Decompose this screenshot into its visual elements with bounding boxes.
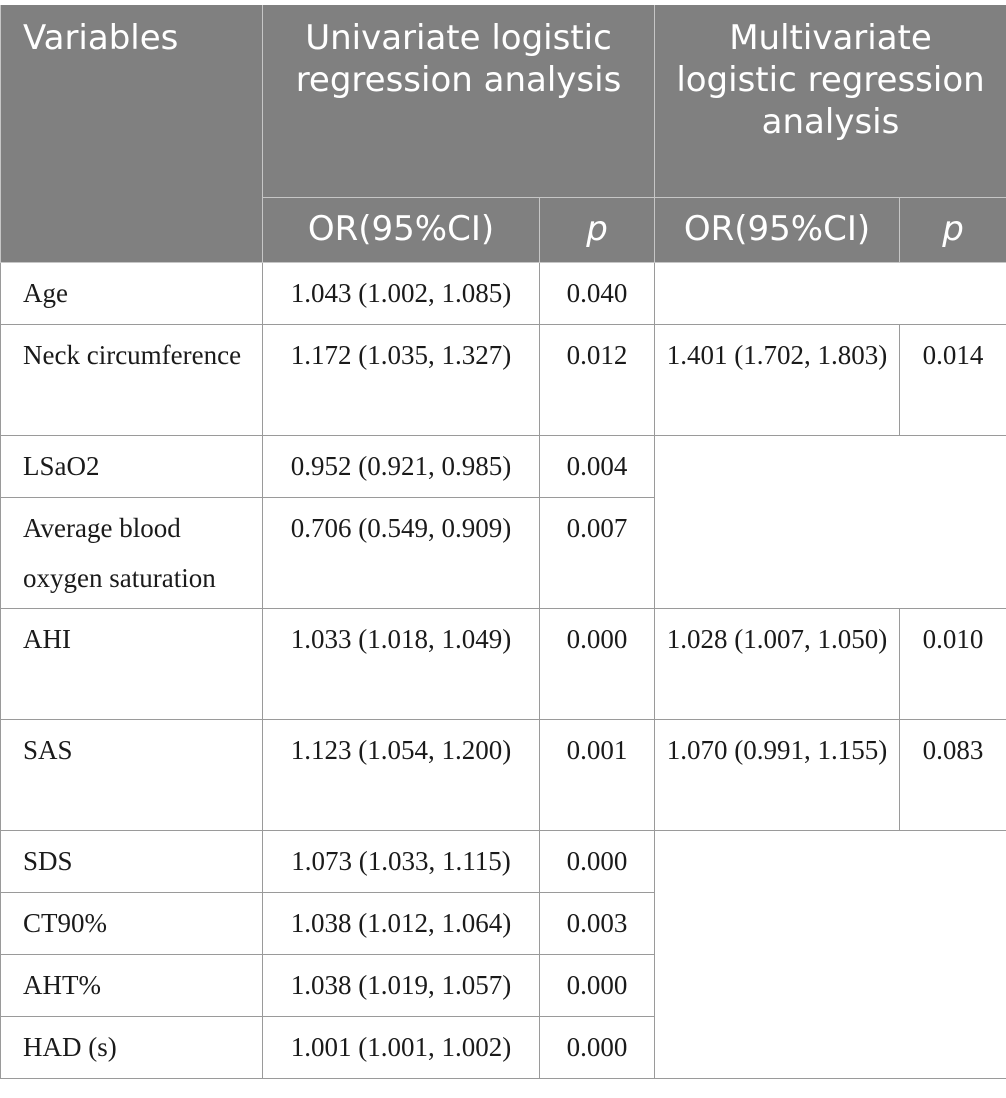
univariate-or-cell: 0.952 (0.921, 0.985) (263, 436, 540, 498)
univariate-or-cell: 1.073 (1.033, 1.115) (263, 831, 540, 893)
multivariate-or-cell: 1.070 (0.991, 1.155) (655, 720, 900, 831)
header-univariate: Univariate logistic regression analysis (263, 5, 655, 198)
table-row (1, 720, 1006, 831)
univariate-p-cell: 0.004 (540, 436, 655, 498)
multivariate-empty-cell (655, 831, 1006, 1079)
univariate-or-cell: 1.123 (1.054, 1.200) (263, 720, 540, 831)
table-row (1, 263, 1006, 325)
multivariate-empty-cell (655, 436, 1006, 609)
variable-cell: Age (1, 263, 263, 325)
header-multivariate: Multivariate logistic regression analysis (655, 5, 1006, 198)
univariate-p-cell: 0.000 (540, 609, 655, 720)
variable-cell: LSaO2 (1, 436, 263, 498)
univariate-p-cell: 0.000 (540, 1017, 655, 1079)
variable-cell: CT90% (1, 893, 263, 955)
univariate-p-cell: 0.003 (540, 893, 655, 955)
table-header (1, 5, 1006, 263)
univariate-p-cell: 0.040 (540, 263, 655, 325)
univariate-p-cell: 0.012 (540, 325, 655, 436)
variable-cell: AHI (1, 609, 263, 720)
univariate-or-cell: 1.043 (1.002, 1.085) (263, 263, 540, 325)
multivariate-or-cell: 1.028 (1.007, 1.050) (655, 609, 900, 720)
header-p-univariate: p (540, 198, 655, 263)
regression-table (0, 5, 1006, 1079)
variable-cell: HAD (s) (1, 1017, 263, 1079)
header-or-ci-univariate: OR(95%CI) (263, 198, 540, 263)
univariate-p-cell: 0.001 (540, 720, 655, 831)
header-p-multivariate: p (900, 198, 1006, 263)
multivariate-empty-cell (655, 263, 1006, 325)
table-row (1, 831, 1006, 893)
univariate-p-cell: 0.007 (540, 498, 655, 609)
variable-cell: SDS (1, 831, 263, 893)
univariate-or-cell: 1.033 (1.018, 1.049) (263, 609, 540, 720)
table-body (1, 263, 1006, 1079)
table-row (1, 325, 1006, 436)
header-or-ci-multivariate: OR(95%CI) (655, 198, 900, 263)
header-row-top (1, 5, 1006, 198)
univariate-or-cell: 1.001 (1.001, 1.002) (263, 1017, 540, 1079)
univariate-p-cell: 0.000 (540, 955, 655, 1017)
multivariate-p-cell: 0.010 (900, 609, 1006, 720)
table-row (1, 436, 1006, 498)
variable-cell: SAS (1, 720, 263, 831)
univariate-or-cell: 1.038 (1.012, 1.064) (263, 893, 540, 955)
univariate-or-cell: 1.038 (1.019, 1.057) (263, 955, 540, 1017)
variable-cell: Neck circumference (1, 325, 263, 436)
univariate-or-cell: 1.172 (1.035, 1.327) (263, 325, 540, 436)
header-variables: Variables (1, 5, 263, 263)
table-row (1, 609, 1006, 720)
multivariate-p-cell: 0.014 (900, 325, 1006, 436)
variable-cell: AHT% (1, 955, 263, 1017)
multivariate-p-cell: 0.083 (900, 720, 1006, 831)
univariate-or-cell: 0.706 (0.549, 0.909) (263, 498, 540, 609)
multivariate-or-cell: 1.401 (1.702, 1.803) (655, 325, 900, 436)
univariate-p-cell: 0.000 (540, 831, 655, 893)
variable-cell: Average blood oxygen saturation (1, 498, 263, 609)
